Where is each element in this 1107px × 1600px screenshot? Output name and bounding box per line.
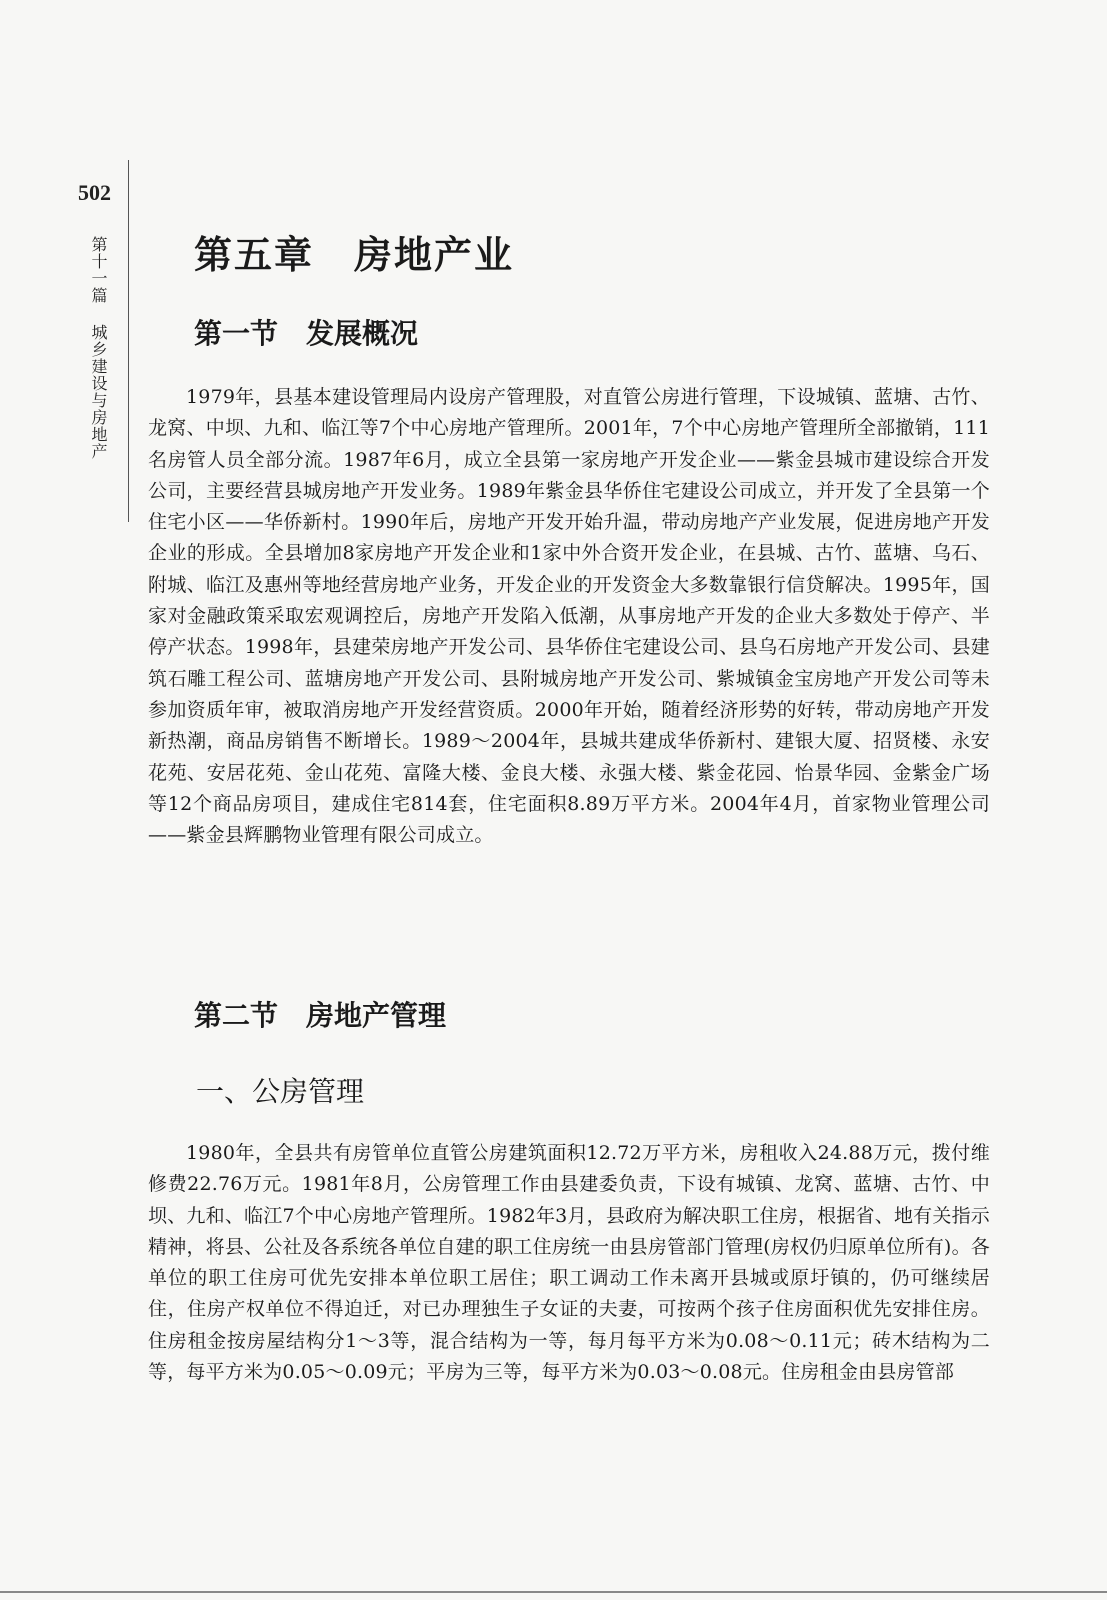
- running-head: [87, 236, 109, 460]
- paragraph-overview: 1979年，县基本建设管理局内设房产管理股，对直管公房进行管理，下设城镇、蓝塘、古竹、龙窝、中坝、九和、临江等7个中心房地产管理所。2001年，7个中心房地产管理所全部撤销，111名房管人员全部分流。1987年6月，成立全县第一家房地产开发企业——紫金县城市建设综合开发公司，主要经营县城房地产开发业务。1989年紫金县华侨住宅建设公司成立，并开发了全县第一个住宅小区——华侨新村。1990年后，房地产开发开始升温，带动房地产产业发展，促进房地产开发企业的形成。全县增加8家房地产开发企业和1家中外合资开发企业，在县城、古竹、蓝塘、乌石、附城、临江及惠州等地经营房地产业务，开发企业的开发资金大多数靠银行信贷解决。1995年，国家对金融政策采取宏观调控后，房地产开发陷入低潮，从事房地产开发的企业大多数处于停产、半停产状态。1998年，县建荣房地产开发公司、县华侨住宅建设公司、县乌石房地产开发公司、县建筑石雕工程公司、蓝塘房地产开发公司、县附城房地产开发公司、紫城镇金宝房地产开发公司等未参加资质年审，被取消房地产开发经营资质。2000年开始，随着经济形势的好转，带动房地产开发新热潮，商品房销售不断增长。1989～2004年，县城共建成华侨新村、建银大厦、招贤楼、永安花苑、安居花苑、金山花苑、富隆大楼、金良大楼、永强大楼、紫金花园、怡景华园、金紫金广场等12个商品房项目，建成住宅814套，住宅面积8.89万平方米。2004年4月，首家物业管理公司——紫金县辉鹏物业管理有限公司成立。: [148, 386, 990, 847]
- page-number: 502: [78, 180, 111, 205]
- bottom-rule: [0, 1591, 1107, 1593]
- running-head-part: 第十一篇: [89, 236, 108, 304]
- chapter-title: 第五章 房地产业: [194, 233, 515, 277]
- running-head-title: 城乡建设与房地产: [89, 324, 108, 460]
- section-title-management: 第二节 房地产管理: [194, 999, 447, 1032]
- subsection-title-public-housing: 一、公房管理: [196, 1075, 365, 1108]
- section-title-overview: 第一节 发展概况: [194, 317, 419, 350]
- margin-rule: [128, 160, 129, 522]
- paragraph-public-housing: 1980年，全县共有房管单位直管公房建筑面积12.72万平方米，房租收入24.88万元，拨付维修费22.76万元。1981年8月，公房管理工作由县建委负责，下设有城镇、龙窝、蓝塘、古竹、中坝、九和、临江7个中心房地产管理所。1982年3月，县政府为解决职工住房，根据省、地有关指示精神，将县、公社及各系统各单位自建的职工住房统一由县房管部门管理(房权仍归原单位所有)。各单位的职工住房可优先安排本单位职工居住；职工调动工作未离开县城或原圩镇的，仍可继续居住，住房产权单位不得迫迁，对已办理独生子女证的夫妻，可按两个孩子住房面积优先安排住房。住房租金按房屋结构分1～3等，混合结构为一等，每月每平方米为0.08～0.11元；砖木结构为二等，每平方米为0.05～0.09元；平房为三等，每平方米为0.03～0.08元。住房租金由县房管部: [148, 1142, 990, 1384]
